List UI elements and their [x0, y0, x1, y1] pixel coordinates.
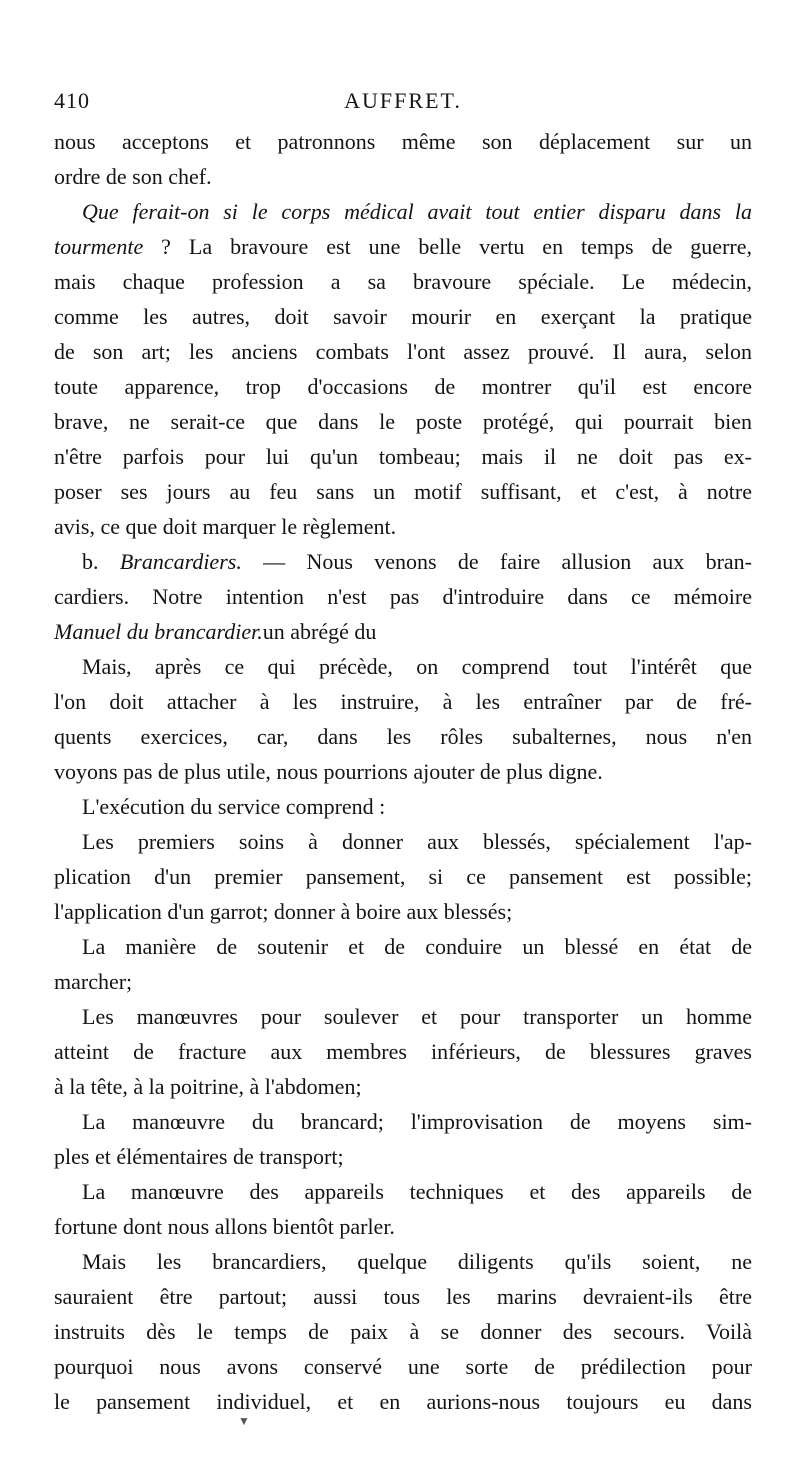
text-line [54, 859, 752, 894]
text-line [54, 334, 752, 369]
running-title: AUFFRET. [344, 88, 462, 113]
text-line [54, 999, 752, 1034]
text-span: Les manœuvres pour soulever et pour transporter un homme [82, 1004, 752, 1029]
text-span: Mais, après ce qui précède, on comprend tout l'intérêt que [82, 654, 752, 679]
text-span: ? La bravoure est une belle vertu en temps de guerre, [143, 234, 752, 259]
text-line [54, 754, 752, 789]
text-line [54, 964, 752, 999]
text-span: l'on doit attacher à les instruire, à les entraîner par de fré- [54, 689, 752, 714]
text-line [54, 299, 752, 334]
text-line [54, 264, 752, 299]
text-span: plication d'un premier pansement, si ce pansement est possible; [54, 864, 752, 889]
text-span: poser ses jours au feu sans un motif suffisant, et c'est, à notre [54, 479, 752, 504]
text-span: avis, ce que doit marquer le règlement. [54, 514, 397, 539]
text-line [54, 649, 752, 684]
text-span: Les premiers soins à donner aux blessés, spécialement l'ap- [82, 829, 752, 854]
text-span: b. [82, 549, 120, 574]
text-span: mais chaque profession a sa bravoure spéciale. Le médecin, [54, 269, 752, 294]
text-line [54, 824, 752, 859]
text-line [54, 719, 752, 754]
italic-span: Brancardiers. [119, 549, 242, 574]
text-span: brave, ne serait-ce que dans le poste protégé, qui pourrait bien [54, 409, 752, 434]
text-line [54, 1279, 752, 1314]
text-span: le pansement individuel, et en aurions-nous toujours eu dans [54, 1389, 752, 1414]
text-line [54, 1174, 752, 1209]
text-span: ordre de son chef. [54, 164, 212, 189]
text-span: de son art; les anciens combats l'ont assez prouvé. Il aura, selon [54, 339, 752, 364]
text-line [54, 544, 752, 579]
text-line [54, 439, 752, 474]
text-line [54, 789, 752, 824]
page-number: 410 [54, 88, 90, 113]
text-line [54, 1104, 752, 1139]
text-line [54, 1209, 752, 1244]
page-header [54, 88, 752, 120]
ink-mark: ▼ [238, 1414, 250, 1428]
text-span: n'être parfois pour lui qu'un tombeau; mais il ne doit pas ex- [54, 444, 752, 469]
text-span: atteint de fracture aux membres inférieurs, de blessures graves [54, 1039, 752, 1064]
text-line [54, 579, 752, 614]
text-line [54, 229, 752, 264]
text-line [54, 1069, 752, 1104]
text-span: nous acceptons et patronnons même son déplacement sur un [54, 129, 752, 154]
text-line [54, 684, 752, 719]
text-span: un abrégé du [262, 619, 377, 644]
text-span: L'exécution du service comprend : [82, 794, 386, 819]
text-span: pourquoi nous avons conservé une sorte de prédilection pour [54, 1354, 752, 1379]
text-line [54, 369, 752, 404]
text-span: — Nous venons de faire allusion aux bran- [241, 549, 752, 574]
text-span: à la tête, à la poitrine, à l'abdomen; [54, 1074, 362, 1099]
text-line [54, 404, 752, 439]
text-span: comme les autres, doit savoir mourir en exerçant la pratique [54, 304, 752, 329]
text-line [54, 1244, 752, 1279]
text-line [54, 124, 752, 159]
text-line [54, 1034, 752, 1069]
text-span: voyons pas de plus utile, nous pourrions ajouter de plus digne. [54, 759, 603, 784]
italic-span: tourmente [54, 234, 144, 259]
body-text [54, 124, 752, 1419]
text-line [54, 159, 752, 194]
italic-span: Manuel du brancardier. [54, 619, 263, 644]
text-line [54, 509, 752, 544]
text-span: l'application d'un garrot; donner à boire aux blessés; [54, 899, 513, 924]
text-line [54, 1349, 752, 1384]
text-span: ples et élémentaires de transport; [54, 1144, 344, 1169]
text-span: La manœuvre du brancard; l'improvisation de moyens sim- [82, 1109, 752, 1134]
text-line [54, 1139, 752, 1174]
text-span: cardiers. Notre intention n'est pas d'introduire dans ce mémoire [54, 584, 752, 609]
text-line [54, 929, 752, 964]
text-line [54, 194, 752, 229]
text-line [54, 474, 752, 509]
text-line [54, 614, 752, 649]
text-span: fortune dont nous allons bientôt parler. [54, 1214, 395, 1239]
text-span: toute apparence, trop d'occasions de montrer qu'il est encore [54, 374, 752, 399]
text-line [54, 1384, 752, 1419]
text-span: quents exercices, car, dans les rôles subalternes, nous n'en [54, 724, 752, 749]
text-line [54, 894, 752, 929]
text-span: La manœuvre des appareils techniques et des appareils de [82, 1179, 752, 1204]
text-span: Mais les brancardiers, quelque diligents qu'ils soient, ne [82, 1249, 752, 1274]
text-line [54, 1314, 752, 1349]
text-span: sauraient être partout; aussi tous les marins devraient-ils être [54, 1284, 752, 1309]
italic-span: Que ferait-on si le corps médical avait tout entier disparu dans la [82, 199, 752, 224]
text-span: La manière de soutenir et de conduire un blessé en état de [82, 934, 752, 959]
text-span: instruits dès le temps de paix à se donner des secours. Voilà [54, 1319, 752, 1344]
text-span: marcher; [54, 969, 133, 994]
